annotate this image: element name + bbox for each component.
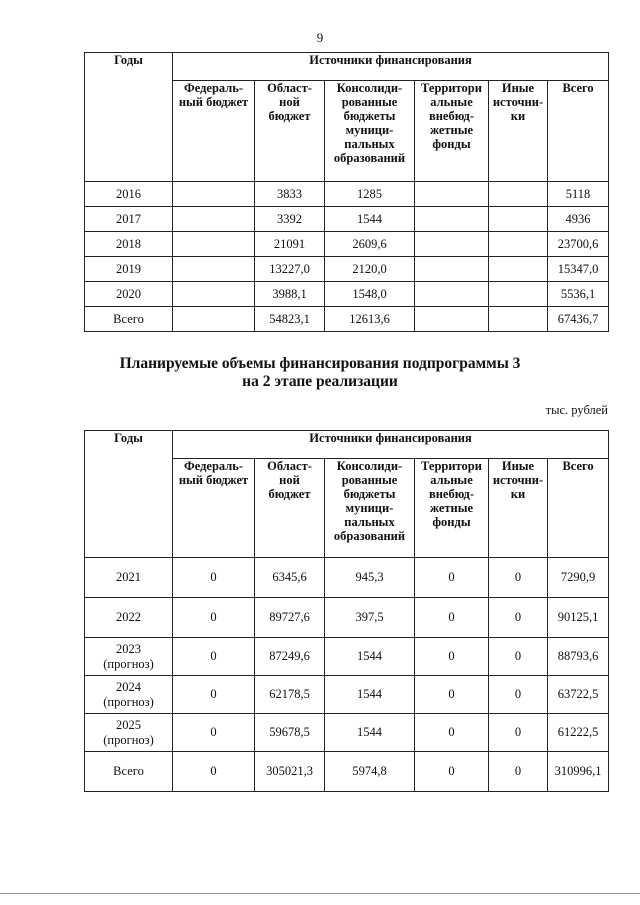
cell-federal: 0 [173, 676, 255, 714]
table-row [85, 714, 609, 752]
cell-consolidated: 5974,8 [325, 752, 415, 792]
header-territorial: Территори альные внебюд- жетные фонды [415, 459, 489, 558]
table-body [85, 558, 609, 792]
cell-consolidated: 1285 [325, 182, 415, 207]
cell-consolidated: 1544 [325, 714, 415, 752]
cell-year: 2020 [85, 282, 173, 307]
cell-other: 0 [489, 598, 548, 638]
cell-other: 0 [489, 714, 548, 752]
cell-consolidated: 2120,0 [325, 257, 415, 282]
header-consolidated: Консолиди- рованные бюджеты муници- пальных образований [325, 81, 415, 182]
table-row [85, 558, 609, 598]
table-row [85, 598, 609, 638]
cell-year: 2019 [85, 257, 173, 282]
cell-territorial [415, 307, 489, 332]
cell-other [489, 182, 548, 207]
cell-federal: 0 [173, 714, 255, 752]
cell-territorial [415, 232, 489, 257]
cell-territorial [415, 182, 489, 207]
header-sources: Источники финансирования [173, 431, 609, 459]
cell-total: 5536,1 [548, 282, 609, 307]
cell-federal [173, 282, 255, 307]
cell-consolidated: 1544 [325, 676, 415, 714]
cell-federal [173, 182, 255, 207]
header-years: Годы [85, 431, 173, 558]
cell-total: 5118 [548, 182, 609, 207]
cell-other [489, 257, 548, 282]
cell-other [489, 207, 548, 232]
cell-total: 15347,0 [548, 257, 609, 282]
cell-other [489, 307, 548, 332]
cell-year: 2024 (прогноз) [85, 676, 173, 714]
cell-consolidated: 397,5 [325, 598, 415, 638]
cell-other [489, 232, 548, 257]
cell-territorial: 0 [415, 558, 489, 598]
header-oblast: Област- ной бюджет [255, 81, 325, 182]
cell-territorial: 0 [415, 714, 489, 752]
header-other: Иные источни- ки [489, 459, 548, 558]
cell-total: 4936 [548, 207, 609, 232]
header-territorial: Территори альные внебюд- жетные фонды [415, 81, 489, 182]
page-number: 9 [316, 30, 324, 45]
cell-federal [173, 257, 255, 282]
cell-oblast: 87249,6 [255, 638, 325, 676]
cell-oblast: 62178,5 [255, 676, 325, 714]
header-consolidated: Консолиди- рованные бюджеты муници- пальных образований [325, 459, 415, 558]
cell-year: 2018 [85, 232, 173, 257]
table-row [85, 307, 609, 332]
cell-territorial [415, 282, 489, 307]
table-row [85, 638, 609, 676]
cell-other: 0 [489, 676, 548, 714]
cell-territorial: 0 [415, 638, 489, 676]
cell-federal: 0 [173, 558, 255, 598]
cell-other: 0 [489, 752, 548, 792]
cell-year: 2023 (прогноз) [85, 638, 173, 676]
financing-table-stage-2 [84, 430, 609, 792]
cell-total: 7290,9 [548, 558, 609, 598]
cell-consolidated: 1548,0 [325, 282, 415, 307]
cell-oblast: 13227,0 [255, 257, 325, 282]
cell-total: 310996,1 [548, 752, 609, 792]
cell-oblast: 3988,1 [255, 282, 325, 307]
cell-territorial [415, 207, 489, 232]
cell-consolidated: 1544 [325, 638, 415, 676]
cell-territorial [415, 257, 489, 282]
header-total: Всего [548, 459, 609, 558]
cell-federal: 0 [173, 638, 255, 676]
cell-year: 2017 [85, 207, 173, 232]
cell-territorial: 0 [415, 598, 489, 638]
header-other: Иные источни- ки [489, 81, 548, 182]
cell-oblast: 54823,1 [255, 307, 325, 332]
cell-territorial: 0 [415, 752, 489, 792]
header-federal: Федераль- ный бюджет [173, 459, 255, 558]
header-years: Годы [85, 53, 173, 182]
cell-total: 88793,6 [548, 638, 609, 676]
table-row [85, 257, 609, 282]
cell-oblast: 305021,3 [255, 752, 325, 792]
cell-territorial: 0 [415, 676, 489, 714]
cell-consolidated: 945,3 [325, 558, 415, 598]
table-row [85, 207, 609, 232]
plan-title: Планируемые объемы финансирования подпрограммы 3 на 2 этапе реализации [119, 355, 521, 390]
cell-other [489, 282, 548, 307]
header-federal: Федераль- ный бюджет [173, 81, 255, 182]
table-row [85, 752, 609, 792]
cell-oblast: 59678,5 [255, 714, 325, 752]
units-label: тыс. рублей [545, 403, 608, 417]
cell-total: 61222,5 [548, 714, 609, 752]
cell-federal [173, 207, 255, 232]
cell-oblast: 3833 [255, 182, 325, 207]
cell-consolidated: 2609,6 [325, 232, 415, 257]
cell-federal: 0 [173, 598, 255, 638]
cell-total: 63722,5 [548, 676, 609, 714]
table-row [85, 182, 609, 207]
cell-year: 2022 [85, 598, 173, 638]
cell-oblast: 21091 [255, 232, 325, 257]
cell-total: 23700,6 [548, 232, 609, 257]
cell-consolidated: 1544 [325, 207, 415, 232]
header-sources: Источники финансирования [173, 53, 609, 81]
cell-year: Всего [85, 307, 173, 332]
table-row [85, 282, 609, 307]
cell-oblast: 6345,6 [255, 558, 325, 598]
table-row [85, 676, 609, 714]
cell-total: 67436,7 [548, 307, 609, 332]
cell-federal [173, 232, 255, 257]
cell-other: 0 [489, 558, 548, 598]
scan-edge-line [0, 893, 640, 894]
cell-year: Всего [85, 752, 173, 792]
cell-federal [173, 307, 255, 332]
header-oblast: Област- ной бюджет [255, 459, 325, 558]
cell-other: 0 [489, 638, 548, 676]
cell-year: 2025 (прогноз) [85, 714, 173, 752]
cell-year: 2021 [85, 558, 173, 598]
header-total: Всего [548, 81, 609, 182]
table-body [85, 182, 609, 332]
cell-oblast: 89727,6 [255, 598, 325, 638]
cell-federal: 0 [173, 752, 255, 792]
cell-consolidated: 12613,6 [325, 307, 415, 332]
cell-oblast: 3392 [255, 207, 325, 232]
cell-total: 90125,1 [548, 598, 609, 638]
table-row [85, 232, 609, 257]
cell-year: 2016 [85, 182, 173, 207]
financing-table-stage-1 [84, 52, 609, 332]
